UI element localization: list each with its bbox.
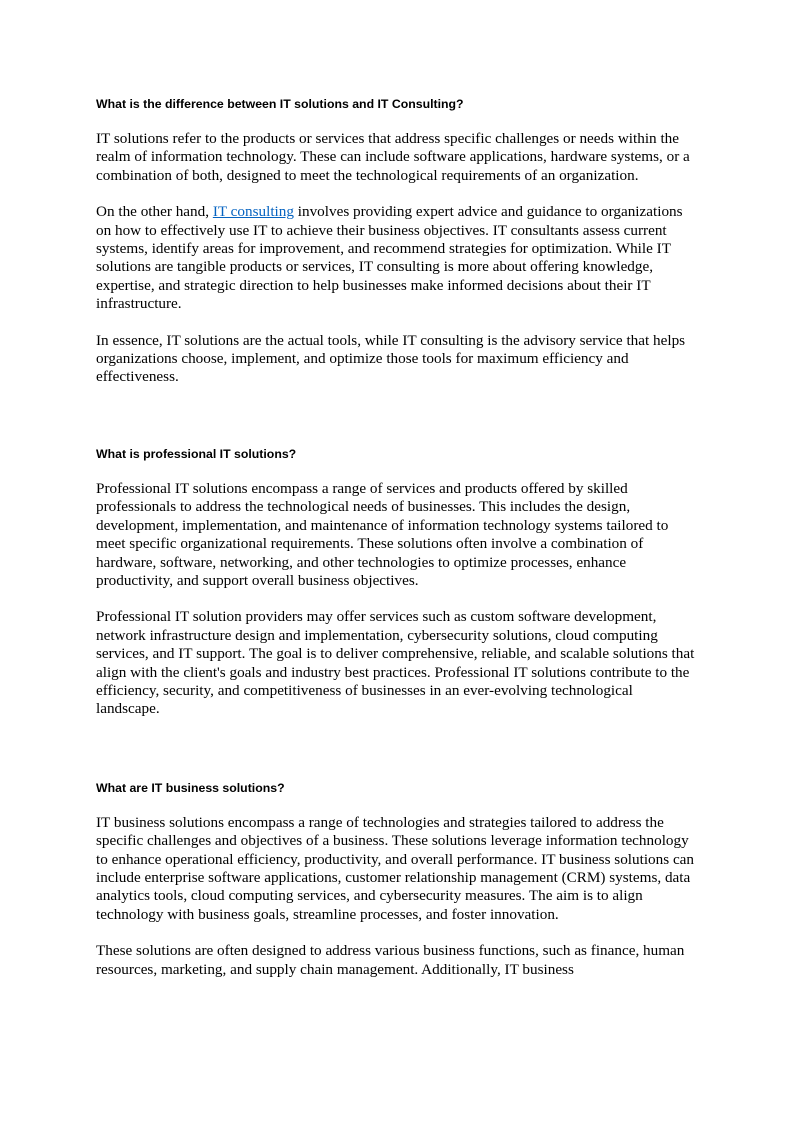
paragraph-text-after-link: involves providing expert advice and guidance to organizations on how to effectively use IT to achieve their business objectives. IT consultants assess current systems, identify areas for improvement, and recommend strategies for optimization. While IT solutions are tangible products or services, IT consulting is more about offering knowledge, expertise, and strategic direction to help businesses make informed decisions about their IT infrastructure.: [96, 203, 683, 313]
paragraph: IT business solutions encompass a range of technologies and strategies tailored to address the specific challenges and objectives of a business. These solutions leverage information technology to enhance operational efficiency, productivity, and overall performance. IT business solutions can include enterprise software applications, customer relationship management (CRM) systems, data analytics tools, cloud computing services, and cybersecurity measures. The aim is to align technology with business goals, streamline processes, and foster innovation.: [96, 813, 695, 923]
paragraph: Professional IT solutions encompass a range of services and products offered by skilled professionals to address the technological needs of businesses. This includes the design, development, implementation, and maintenance of information technology systems tailored to meet specific organizational requirements. These solutions often involve a combination of hardware, software, networking, and other technologies to optimize processes, enhance productivity, and support overall business objectives.: [96, 479, 669, 589]
paragraph: Professional IT solution providers may offer services such as custom software development, network infrastructure design and implementation, cybersecurity solutions, cloud computing services, and IT support. The goal is to deliver comprehensive, reliable, and scalable solutions that align with the client's goals and industry best practices. Professional IT solutions contribute to the efficiency, security, and competitiveness of businesses in an ever-evolving technological landscape.: [96, 608, 695, 718]
it-consulting-link[interactable]: IT consulting: [212, 203, 294, 221]
paragraph-with-link: [96, 203, 700, 313]
paragraph-text-before-link: On the other hand,: [96, 203, 213, 221]
section-heading: What is the difference between IT solutions and IT Consulting?: [96, 97, 464, 111]
paragraph: IT solutions refer to the products or services that address specific challenges or needs within the realm of information technology. These can include software applications, hardware systems, or a combination of both, designed to meet the technological requirements of an organization.: [96, 130, 690, 184]
paragraph: In essence, IT solutions are the actual tools, while IT consulting is the advisory service that helps organizations choose, implement, and optimize those tools for maximum efficiency and effectiveness.: [96, 331, 686, 386]
section-it-business-solutions: [96, 774, 700, 979]
section-professional-it-solutions: [96, 440, 700, 719]
section-heading: What is professional IT solutions?: [96, 446, 297, 461]
document-page: [96, 90, 700, 979]
section-it-solutions-vs-consulting: [96, 90, 700, 387]
paragraph: These solutions are often designed to address various business functions, such as finance, human resources, marketing, and supply chain management. Additionally, IT business: [96, 942, 685, 978]
section-heading: What are IT business solutions?: [96, 780, 285, 795]
